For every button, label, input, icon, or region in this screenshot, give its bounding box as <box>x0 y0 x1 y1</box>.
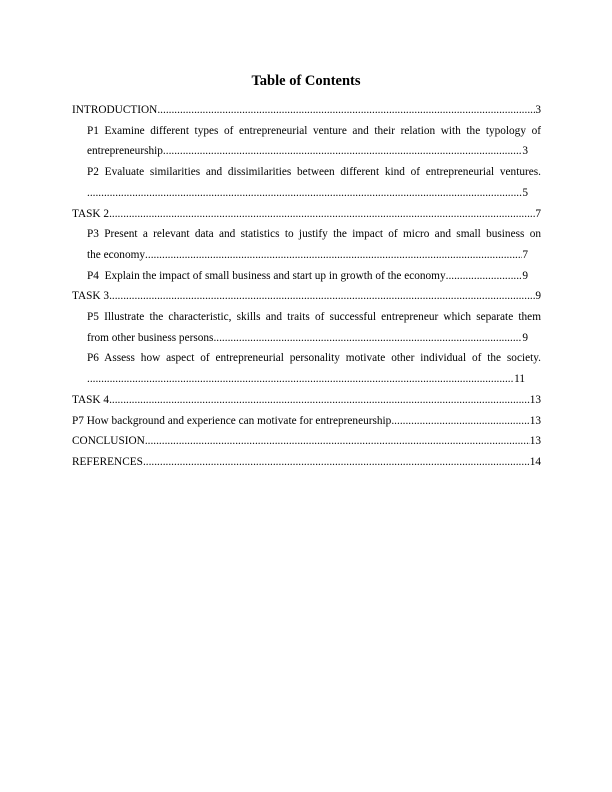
toc-entry-task-4[interactable] <box>72 390 541 411</box>
toc-entry-introduction[interactable] <box>72 100 541 121</box>
toc-page-number: 5 <box>522 186 528 199</box>
toc-page-number: 7 <box>535 207 541 220</box>
toc-entry-label: INTRODUCTION <box>72 104 158 116</box>
toc-page-number: 13 <box>529 414 541 427</box>
dot-leader <box>109 286 535 307</box>
toc-page-number: 9 <box>535 290 541 303</box>
toc-entry-p7[interactable] <box>72 411 541 432</box>
toc-page-number: 14 <box>529 455 541 468</box>
toc-entry-p2[interactable] <box>72 162 541 203</box>
toc-entry-label-cont: from other business persons <box>87 331 214 344</box>
toc-entry-references[interactable] <box>72 452 541 473</box>
toc-entry-label: P4 Explain the impact of small business and start up in growth of the economy <box>87 269 446 282</box>
toc-entry-task-2[interactable] <box>72 204 541 225</box>
toc-page-number: 9 <box>522 269 528 282</box>
toc-page-number: 7 <box>522 248 528 261</box>
toc-entry-p3[interactable] <box>72 224 541 265</box>
toc-entry-label: REFERENCES <box>72 455 143 468</box>
toc-entry-label: P5 Illustrate the characteristic, skills and traits of successful entrepreneur which separate them <box>87 311 541 324</box>
toc-entry-p5[interactable] <box>72 307 541 348</box>
dot-leader <box>163 141 522 162</box>
toc-page-number: 13 <box>529 435 541 448</box>
toc-entry-conclusion[interactable] <box>72 431 541 452</box>
toc-entry-label: TASK 4 <box>72 393 110 406</box>
toc-entry-label-cont: the economy <box>87 248 146 261</box>
dot-leader <box>213 328 522 349</box>
toc-list <box>72 100 541 473</box>
toc-page-number: 13 <box>529 393 541 406</box>
toc-page-number: 3 <box>535 104 541 116</box>
dot-leader <box>87 183 522 204</box>
toc-entry-label: CONCLUSION <box>72 435 145 448</box>
toc-entry-p4[interactable] <box>72 266 541 287</box>
dot-leader <box>143 452 530 473</box>
toc-entry-label: TASK 3 <box>72 290 110 303</box>
toc-entry-label: P6 Assess how aspect of entrepreneurial personality motivate other individual of the society. <box>87 352 541 365</box>
toc-entry-label: P7 How background and experience can motivate for entrepreneurship <box>72 414 392 427</box>
toc-entry-label: P1 Examine different types of entrepreneurial venture and their relation with the typology of <box>87 124 541 137</box>
toc-page-number: 11 <box>514 373 525 386</box>
toc-entry-p1[interactable] <box>72 121 541 162</box>
toc-entry-label: P2 Evaluate similarities and dissimilarities between different kind of entrepreneurial ventures. <box>87 166 541 179</box>
dot-leader <box>87 369 514 390</box>
dot-leader <box>391 411 529 432</box>
toc-title: Table of Contents <box>251 73 361 89</box>
toc-entry-task-3[interactable] <box>72 286 541 307</box>
toc-entry-label: P3 Present a relevant data and statistics to justify the impact of micro and small business on <box>87 228 541 241</box>
toc-entry-p6[interactable] <box>72 348 541 389</box>
toc-page-number: 3 <box>522 145 528 158</box>
dot-leader <box>446 266 523 287</box>
dot-leader <box>109 204 535 225</box>
dot-leader <box>145 431 530 452</box>
dot-leader <box>109 390 530 411</box>
toc-entry-label: TASK 2 <box>72 207 110 220</box>
dot-leader <box>157 100 535 121</box>
toc-page-number: 9 <box>522 331 528 344</box>
toc-entry-label-cont: entrepreneurship <box>87 145 163 158</box>
dot-leader <box>145 245 522 266</box>
